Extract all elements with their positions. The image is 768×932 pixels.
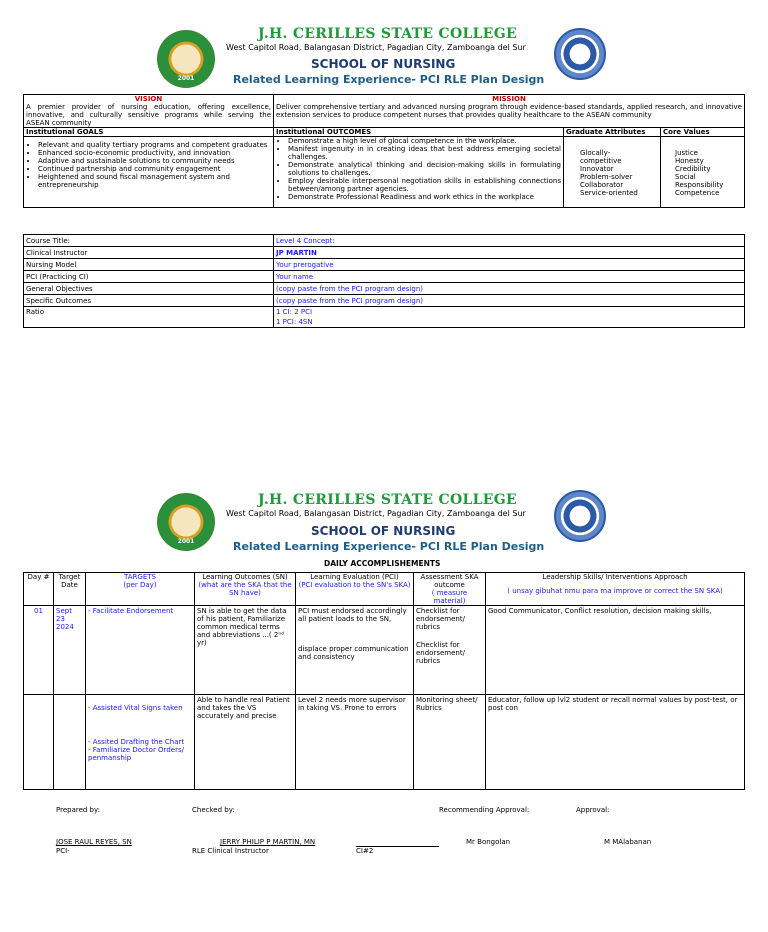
col-targets-sub: (per Day) (123, 581, 157, 589)
approval-label: Approval: (576, 806, 610, 814)
school-name: SCHOOL OF NURSING (311, 57, 456, 71)
outcome-item: • Demonstrate analytical thinking and decision-making skills in formulating solutions to challenges. (288, 161, 561, 177)
prepared-by-label: Prepared by: (56, 806, 100, 814)
info-value: Your prerogative (274, 259, 745, 271)
values-label: Core Values (661, 128, 745, 137)
learning-evaluation-cell: Level 2 needs more supervisor in taking VS. Prone to errors (296, 695, 414, 790)
info-label: General Objectives (24, 283, 274, 295)
col-day: Day # (24, 573, 54, 606)
college-seal-logo (157, 30, 215, 88)
outcomes-label: Institutional OUTCOMES (274, 128, 564, 137)
vmgo-table (23, 94, 745, 208)
value-item: Honesty (675, 157, 704, 165)
college-address: West Capitol Road, Balangasan District, Pagadian City, Zamboanga del Sur (226, 509, 526, 518)
info-label: Course Title: (24, 235, 274, 247)
approval-name: M MAlabanan (604, 838, 652, 846)
date-cell: Sept 23 2024 (54, 606, 86, 695)
learning-evaluation-text: PCI must endorsed accordingly all patient loads to the SN, (298, 607, 407, 623)
goal-item: • Continued partnership and community engagement (38, 165, 271, 173)
info-row (24, 295, 745, 307)
goals-label: Institutional GOALS (24, 128, 274, 137)
col-assessment: Assessment SKA outcome (420, 573, 479, 589)
info-label: Clinical Instructor (24, 247, 274, 259)
nursing-seal-logo (554, 490, 606, 542)
seal-year: 2001 (177, 75, 195, 82)
seal-year: 2001 (177, 538, 195, 545)
value-item: Justice (675, 149, 698, 157)
prepared-by-role: PCI- (56, 847, 70, 855)
table-row (24, 695, 745, 790)
assessment-cell: Monitoring sheet/ Rubrics (414, 695, 486, 790)
value-item: Competence (675, 189, 720, 197)
plan-subtitle: Related Learning Experience- PCI RLE Plan Design (233, 73, 545, 86)
checked-by-label: Checked by: (192, 806, 235, 814)
target-cell: - Facilitate Endorsement (86, 606, 195, 695)
college-name: J.H. CERILLES STATE COLLEGE (258, 26, 517, 42)
leadership-cell: Good Communicator, Conflict resolution, decision making skills, (486, 606, 745, 695)
recommending-approval-label: Recommending Approval: (439, 806, 530, 814)
plan-subtitle: Related Learning Experience- PCI RLE Plan Design (233, 540, 545, 553)
info-value: Your name (274, 271, 745, 283)
col-learning-outcomes-sub: (what are the SKA that the SN have) (198, 581, 292, 597)
goal-item: • Heightened and sound fiscal management system and entrepreneurship (38, 173, 271, 189)
assessment-text: Checklist for endorsement/ rubrics (416, 607, 465, 631)
col-leadership: Leadership Skills/ Interventions Approach (542, 573, 688, 581)
attribute-item: Problem-solver (580, 173, 633, 181)
info-value: (copy paste from the PCI program design) (274, 283, 745, 295)
attribute-item: Collaborator (580, 181, 624, 189)
vision-label: VISION (134, 95, 163, 103)
value-item: Social Responsibility (675, 173, 724, 189)
info-label: Specific Outcomes (24, 295, 274, 307)
info-label: Nursing Model (24, 259, 274, 271)
info-label: Ratio (24, 307, 274, 328)
info-label: PCI (Practicing CI) (24, 271, 274, 283)
col-learning-outcomes: Learning Outcomes (SN) (202, 573, 288, 581)
attribute-item: Innovator (580, 165, 614, 173)
info-row (24, 259, 745, 271)
col-leadership-sub: ( unsay gibuhat nmu para ma improve or correct the SN SKA) (507, 587, 723, 595)
col-learning-evaluation-sub: (PCI evaluation to the SN's SKA) (298, 581, 411, 589)
learning-outcome-cell: Able to handle real Patient and takes the VS accurately and precise (195, 695, 296, 790)
outcome-item: • Demonstrate Professional Readiness and work ethics in the workplace (288, 193, 561, 201)
col-target-date: Target Date (54, 573, 86, 606)
course-info-table (23, 234, 745, 328)
outcome-item: • Manifest ingenuity in in creating ideas that best address emerging societal challenges. (288, 145, 561, 161)
value-item: Credibility (675, 165, 711, 173)
info-row (24, 271, 745, 283)
info-value: (copy paste from the PCI program design) (274, 295, 745, 307)
table-row (24, 606, 745, 695)
college-name: J.H. CERILLES STATE COLLEGE (258, 492, 517, 508)
leadership-cell: Educator, follow up lvl2 student or recall normal values by post-test, or post con (486, 695, 745, 790)
recommending-name: Mr Bongolan (466, 838, 511, 846)
learning-outcome-cell: SN is able to get the data of his patient, Familiarize common medical terms and abbreviations ...( 2ⁿᵈ yr) (195, 606, 296, 695)
attribute-item: Glocally-competitive (580, 149, 622, 165)
goals-list (26, 141, 271, 189)
checked-by-name: JERRY PHILIP P MARTIN, MN (220, 838, 316, 846)
col-assessment-sub: ( measure material) (431, 589, 468, 605)
goal-item: • Enhanced socio-economic productivity, and innovation (38, 149, 271, 157)
college-seal-logo (157, 493, 215, 551)
assessment-text: Checklist for endorsement/ rubrics (416, 641, 465, 665)
info-value: Level 4 Concept: (274, 235, 745, 247)
attribute-item: Service-oriented (580, 189, 638, 197)
college-address: West Capitol Road, Balangasan District, Pagadian City, Zamboanga del Sur (226, 43, 526, 52)
day-cell: 01 (24, 606, 54, 695)
goal-item: • Adaptive and sustainable solutions to community needs (38, 157, 271, 165)
info-row (24, 247, 745, 259)
school-name: SCHOOL OF NURSING (311, 524, 456, 538)
prepared-by-name: JOSE RAUL REYES, SN (56, 838, 132, 846)
mission-text: Deliver comprehensive tertiary and advanced nursing program through evidence-based standards, applied research, and innovative extension services to produce competent nurses that provides quality healthcare to the ASEAN community (276, 103, 742, 119)
attributes-label: Graduate Attributes (564, 128, 661, 137)
info-row (24, 283, 745, 295)
col-learning-evaluation: Learning Evaluation (PCI) (310, 573, 399, 581)
vision-text: A premier provider of nursing education, offering excellence, innovative, and culturally sensitive programs while serving the ASEAN community (26, 103, 271, 127)
target-text: - Familiarize Doctor Orders/ penmanship (88, 746, 184, 762)
target-text: - Assisted Vital Signs taken (88, 704, 183, 712)
mission-label: MISSION (492, 95, 526, 103)
daily-title: DAILY ACCOMPLISHEMENTS (324, 559, 441, 568)
ratio-line: 1 PCI: 4SN (276, 318, 313, 326)
target-text: - Assited Drafting the Chart (88, 738, 185, 746)
info-row (24, 307, 745, 328)
learning-evaluation-text: displace proper communication and consistency (298, 645, 409, 661)
ratio-line: 1 CI: 2 PCI (276, 308, 313, 316)
outcome-item: • Demonstrate a high level of glocal competence in the workplace. (288, 137, 561, 145)
nursing-seal-logo (554, 28, 606, 80)
info-value: JP MARTIN (274, 247, 745, 259)
ci-label: CI#2 (356, 847, 374, 855)
outcome-item: • Employ desirable interpersonal negotiation skills in establishing connections between/among partner agencies. (288, 177, 561, 193)
checked-by-role: RLE Clinical Instructor (192, 847, 269, 855)
goal-item: • Relevant and quality tertiary programs and competent graduates (38, 141, 271, 149)
daily-accomplishments-table (23, 572, 745, 790)
col-targets: TARGETS (124, 573, 156, 581)
outcomes-list (276, 137, 561, 201)
info-row (24, 235, 745, 247)
